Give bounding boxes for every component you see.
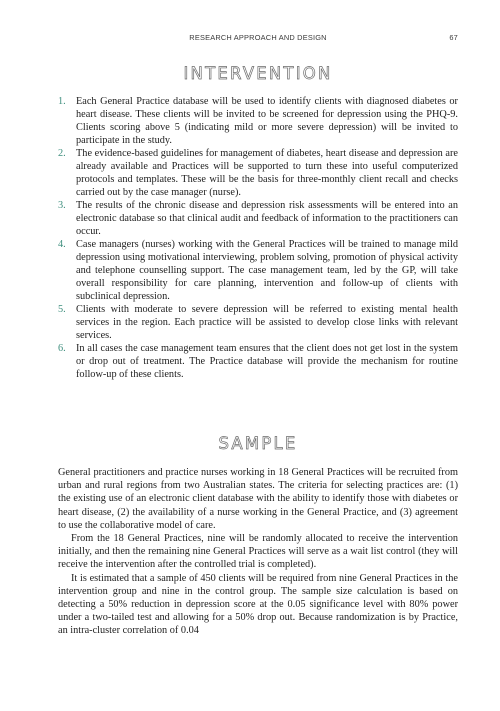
- list-item: [58, 147, 458, 199]
- section-heading-sample: SAMPLE: [218, 434, 298, 453]
- list-item-text: Case managers (nurses) working with the General Practices will be trained to manage mild depression using motivational interviewing, problem solving, promotion of physical activity and telephone counselling support. The case management team, led by the GP, will take overall responsibility for care planning, intervention and follow-up of clients with subclinical depression.: [76, 239, 458, 302]
- paragraph: From the 18 General Practices, nine will be randomly allocated to receive the intervention initially, and then the remaining nine General Practices will serve as a wait list control (they will receive the intervention after the controlled trial is completed).: [58, 533, 458, 571]
- sample-body: [58, 466, 458, 638]
- list-item: [58, 95, 458, 147]
- list-item: [58, 303, 458, 342]
- list-item-number: 3.: [58, 200, 66, 211]
- list-item-number: 2.: [58, 148, 66, 159]
- list-item-text: The evidence-based guidelines for management of diabetes, heart disease and depression are already available and Practices will be supported to turn these into useful computerized protocols and templates. These will be the basis for three-monthly client recall and checks carried out by the case manager (nurse).: [76, 148, 458, 198]
- list-item: [58, 238, 458, 303]
- list-item: [58, 342, 458, 381]
- list-item-number: 6.: [58, 343, 66, 354]
- list-item-text: Each General Practice database will be used to identify clients with diagnosed diabetes or heart disease. These clients will be invited to be screened for depression using the PHQ-9. Clients scoring above 5 (indicating mild or more severe depression) will be invited to participate in the study.: [76, 96, 458, 146]
- list-item-number: 1.: [58, 96, 66, 107]
- list-item-number: 5.: [58, 304, 66, 315]
- running-head: [58, 33, 458, 45]
- list-item: [58, 199, 458, 238]
- section-heading-intervention: INTERVENTION: [183, 64, 333, 83]
- paragraph: General practitioners and practice nurses working in 18 General Practices will be recruited from urban and rural regions from two Australian states. The criteria for selecting practices are: (1) the existing use of an electronic client database with the ability to identify those with diabetes or heart disease, (2) the availability of a nurse working in the General Practice, and (3) agreement to use the collaborative model of care.: [58, 467, 458, 531]
- intervention-list: [58, 95, 458, 381]
- list-item-text: In all cases the case management team ensures that the client does not get lost in the system or drop out of treatment. The Practice database will provide the mechanism for routine follow-up of these clients.: [76, 343, 458, 380]
- list-item-number: 4.: [58, 239, 66, 250]
- list-item-text: Clients with moderate to severe depression will be referred to existing mental health services in the region. Each practice will be assisted to develop close links with relevant services.: [76, 304, 458, 341]
- list-item-text: The results of the chronic disease and depression risk assessments will be entered into an electronic database so that clinical audit and feedback of information to the practitioners can occur.: [76, 200, 458, 237]
- running-head-title: RESEARCH APPROACH AND DESIGN: [189, 33, 327, 42]
- page-number: 67: [449, 33, 458, 42]
- paragraph: It is estimated that a sample of 450 clients will be required from nine General Practices in the intervention group and nine in the control group. The sample size calculation is based on detecting a 50% reduction in depression score at the 0.05 significance level with 80% power under a two-tailed test and allowing for a 50% drop out. Because randomization is by Practice, an intra-cluster correlation of 0.04: [58, 572, 458, 637]
